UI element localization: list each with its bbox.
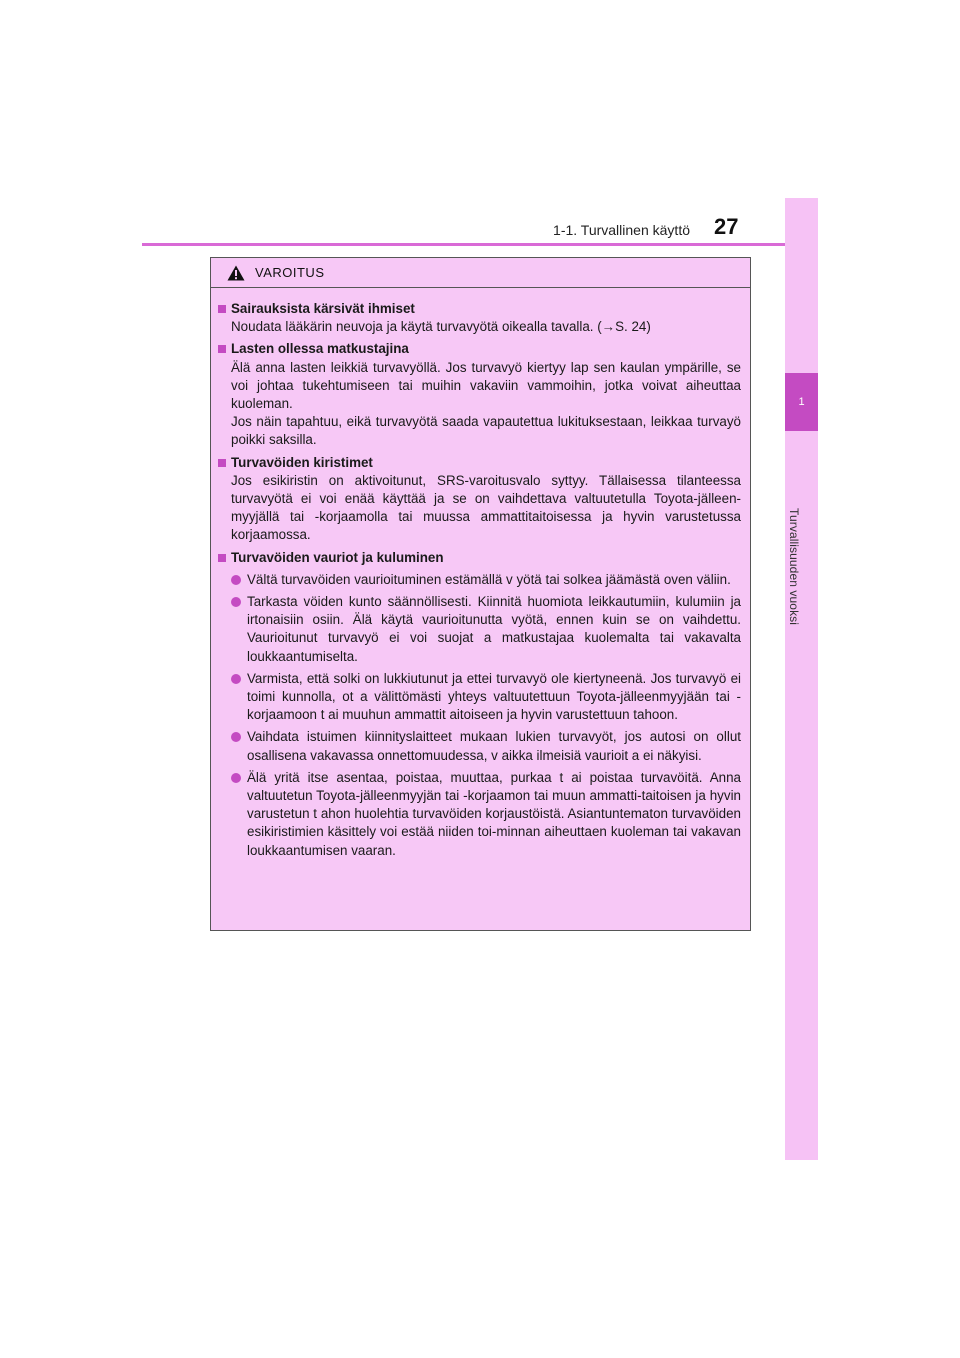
warning-box	[210, 257, 751, 931]
chapter-title: 1-1. Turvallinen käyttö	[553, 222, 690, 238]
paragraph: Jos näin tapahtuu, eikä turvavyötä saada vapautettua lukituksestaan, leikkaa turvayö poikki saksilla.	[231, 414, 741, 448]
section-children	[218, 340, 741, 449]
round-bullet-icon	[231, 597, 241, 607]
section-medical-conditions	[218, 300, 741, 336]
list-item: Tarkasta vöiden kunto säännöllisesti. Kiinnitä huomiota leikkautumiin, kulumiin ja irtonaisiin osiin. Älä käytä vaurioitunutta vyötä, ennen kuin se on vaihdettu. Vaurioitunut turvavyö ei voi suojat a matkustajaa kuolemalta tai vakavalta loukkaantumiselta.	[218, 593, 741, 666]
section-title: Turvavöiden kiristimet	[218, 454, 741, 472]
side-tab-chapter-number: 1	[785, 373, 818, 431]
square-bullet-icon	[218, 554, 226, 562]
round-bullet-icon	[231, 674, 241, 684]
list-item: Vältä turvavöiden vaurioituminen estämällä v yötä tai solkea jäämästä oven väliin.	[218, 571, 741, 589]
warning-header	[211, 258, 750, 288]
section-pretensioners	[218, 454, 741, 545]
warning-label: VAROITUS	[255, 265, 325, 280]
square-bullet-icon	[218, 459, 226, 467]
list-item: Älä yritä itse asentaa, poistaa, muuttaa, purkaa t ai poistaa turvavöitä. Anna valtuutetun Toyota-jälleenmyyjän tai -korjaamon tai muun ammatti-taitoisen ja hyvin varustetun t ahon huolehtia turvavöiden korjaustöistä. Asiantuntematon turvavöiden esikiristimien käsittely voi estää niiden toi-minnan aiheuttaen kuoleman tai vakavan loukkaantumisen vaaran.	[218, 769, 741, 860]
side-tab	[785, 198, 818, 1160]
side-tab-label: Turvallisuuden vuoksi	[787, 508, 801, 626]
section-title: Turvavöiden vauriot ja kuluminen	[218, 549, 741, 567]
square-bullet-icon	[218, 305, 226, 313]
warning-triangle-icon	[227, 265, 245, 281]
paragraph: Älä anna lasten leikkiä turvavyöllä. Jos turvavyö kiertyy lap sen kaulan ympärille, se voi johtaa tukehtumiseen tai muihin vakaviin vammoihin, jotka voivat aiheuttaa kuoleman.	[231, 359, 741, 412]
section-title: Sairauksista kärsivät ihmiset	[218, 300, 741, 318]
paragraph: Noudata lääkärin neuvoja ja käytä turvavyötä oikealla tavalla. (→S. 24)	[231, 319, 651, 335]
list-item: Vaihdata istuimen kiinnityslaitteet mukaan lukien turvavyöt, jos autosi on ollut osallisena vakavassa onnettomuudessa, v aikka ilmeisiä vaurioit a ei näkyisi.	[218, 728, 741, 764]
round-bullet-icon	[231, 773, 241, 783]
square-bullet-icon	[218, 345, 226, 353]
warning-content	[211, 288, 750, 860]
page-number: 27	[714, 214, 739, 239]
list-item: Varmista, että solki on lukkiutunut ja ettei turvavyö ole kiertyneenä. Jos turvavyö ei toimi kunnolla, ot a välittömästi yhteys valtuutettuun Toyota-jälleenmyyjään tai -korjaamoon t ai muuhun ammattit aitoiseen ja hyvin varustettuun tahoon.	[218, 670, 741, 725]
header-divider	[142, 243, 818, 246]
round-bullet-icon	[231, 575, 241, 585]
section-damage-wear	[218, 549, 741, 860]
round-bullet-icon	[231, 732, 241, 742]
section-title: Lasten ollessa matkustajina	[218, 340, 741, 358]
paragraph: Jos esikiristin on aktivoitunut, SRS-varoitusvalo syttyy. Tällaisessa tilanteessa turvavyötä ei voi enää käyttää ja se on vaihdettava valtuutetulla Toyota-jälleen-myyjällä tai -korjaamolla tai muussa ammattitaitoisessa ja hyvin varustetussa korjaamossa.	[231, 472, 741, 543]
